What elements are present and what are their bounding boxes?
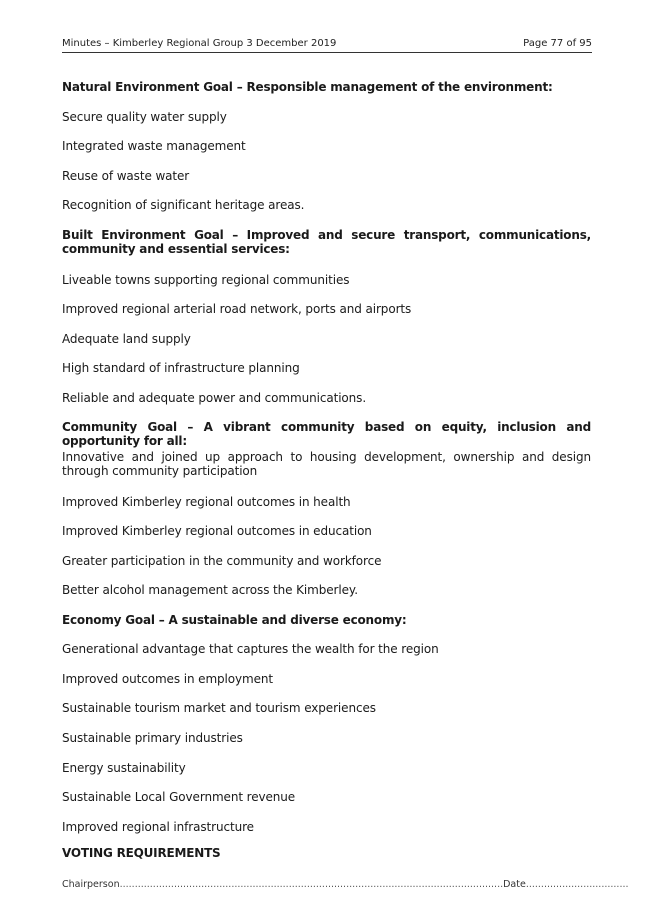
page-header	[62, 38, 592, 53]
list-item: Improved outcomes in employment	[62, 672, 274, 686]
list-item: Generational advantage that captures the wealth for the region	[62, 642, 439, 656]
list-item: Improved regional arterial road network, ports and airports	[62, 302, 412, 316]
list-item: Liveable towns supporting regional communities	[62, 273, 350, 287]
date-label: Date	[503, 879, 526, 890]
list-item: Improved Kimberley regional outcomes in health	[62, 495, 351, 509]
section-heading-economy: Economy Goal – A sustainable and diverse economy:	[62, 613, 407, 627]
list-item: Greater participation in the community and workforce	[62, 554, 382, 568]
list-item: Improved Kimberley regional outcomes in education	[62, 524, 372, 538]
list-item: Integrated waste management	[62, 139, 246, 153]
list-item: High standard of infrastructure planning	[62, 361, 300, 375]
signature-footer	[62, 879, 629, 890]
page-number: Page 77 of 95	[523, 38, 592, 49]
list-item: Sustainable tourism market and tourism experiences	[62, 701, 376, 715]
list-item: Reliable and adequate power and communications.	[62, 391, 367, 405]
section-heading-community: Community Goal – A vibrant community based on equity, inclusion and opportunity for all:	[62, 420, 591, 448]
list-item: Recognition of significant heritage areas.	[62, 198, 305, 212]
list-item: Improved regional infrastructure	[62, 820, 254, 834]
list-item: Better alcohol management across the Kimberley.	[62, 583, 358, 597]
list-item: Energy sustainability	[62, 761, 186, 775]
section-heading-voting-requirements: VOTING REQUIREMENTS	[62, 846, 221, 860]
chairperson-signature-line: ...............................................................................................................................	[119, 879, 504, 890]
list-item: Secure quality water supply	[62, 110, 227, 124]
list-item: Sustainable Local Government revenue	[62, 790, 296, 804]
chairperson-label: Chairperson	[62, 879, 120, 890]
list-item: Reuse of waste water	[62, 169, 190, 183]
list-item: Sustainable primary industries	[62, 731, 243, 745]
list-item: Innovative and joined up approach to housing development, ownership and design through community participation	[62, 450, 591, 478]
list-item: Adequate land supply	[62, 332, 191, 346]
date-signature-line: ..................................	[525, 879, 629, 890]
document-title: Minutes – Kimberley Regional Group 3 December 2019	[62, 38, 337, 49]
section-heading-natural-environment: Natural Environment Goal – Responsible management of the environment:	[62, 80, 553, 94]
section-heading-built-environment: Built Environment Goal – Improved and secure transport, communications, community and essential services:	[62, 228, 591, 256]
document-body	[62, 80, 591, 870]
